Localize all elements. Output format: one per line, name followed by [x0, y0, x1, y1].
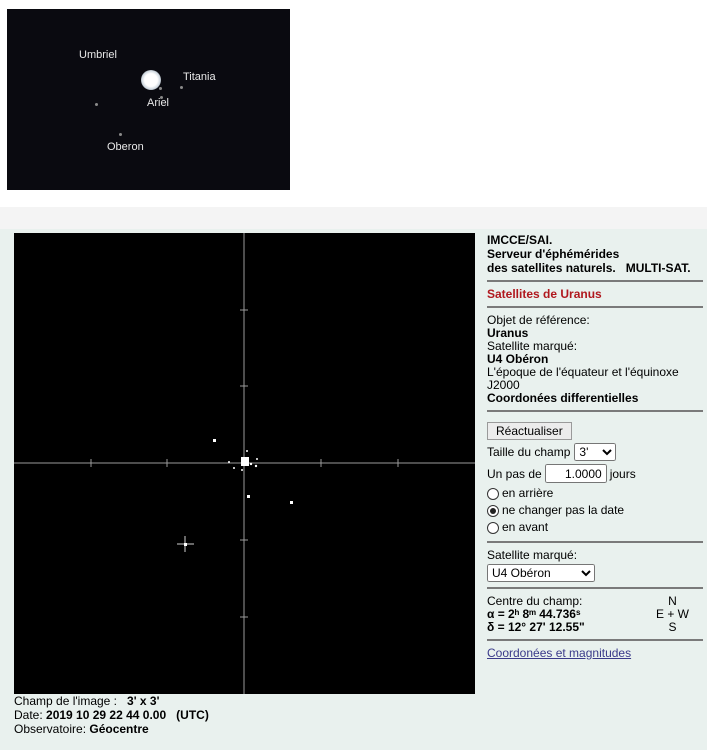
observatory-label: Observatoire:: [14, 722, 87, 736]
observatory-value: Géocentre: [89, 722, 149, 736]
satellite-dot: [250, 463, 252, 465]
date-scale: (UTC): [176, 708, 209, 722]
divider: [487, 587, 703, 589]
radio-forward[interactable]: [487, 519, 703, 536]
step-label: Un pas de: [487, 466, 542, 481]
satellite-dot: [233, 467, 235, 469]
info-sidebar: [487, 233, 703, 660]
field-svg: [14, 233, 475, 694]
satellite-dot: [255, 465, 257, 467]
step-unit: jours: [609, 466, 636, 481]
epoch-value: J2000: [487, 378, 520, 392]
compass: [656, 595, 689, 634]
umbriel-dot: [159, 87, 162, 90]
field-size-select[interactable]: [574, 443, 616, 461]
marked-satellite-value: U4 Obéron: [487, 352, 549, 366]
compass-north: N: [668, 594, 677, 608]
radio-same-date-label: ne changer pas la date: [502, 503, 625, 517]
refresh-button[interactable]: Réactualiser: [487, 422, 572, 440]
section-title: Satellites de Uranus: [487, 287, 602, 301]
marked-satellite-label: Satellite marqué:: [487, 339, 578, 353]
ariel-label: Ariel: [147, 97, 170, 109]
header-line-3a: des satellites naturels.: [487, 261, 616, 275]
radio-back-circle[interactable]: [487, 488, 499, 500]
header-line-1: IMCCE/SAI.: [487, 233, 553, 247]
satellite-dot: [228, 461, 230, 463]
satellite-dot: [213, 439, 216, 442]
header-line-3: [487, 261, 703, 275]
satellite-dot: [246, 450, 248, 452]
date-label: Date:: [14, 708, 43, 722]
epoch-label: L'époque de l'équateur et l'équinoxe: [487, 365, 679, 379]
satellite-dot: [290, 501, 293, 504]
radio-back[interactable]: [487, 485, 703, 502]
titania-dot: [180, 86, 183, 89]
divider: [487, 280, 703, 282]
coords-type: Coordonées differentielles: [487, 391, 639, 405]
declination: δ = 12° 27' 12.55": [487, 620, 585, 634]
oberon-dot: [119, 133, 122, 136]
radio-forward-circle[interactable]: [487, 522, 499, 534]
server-header: [487, 233, 703, 275]
radio-back-label: en arrière: [502, 486, 554, 500]
satellite-dot: [256, 458, 258, 460]
satellite-field-map[interactable]: [14, 233, 475, 694]
field-center: [487, 595, 703, 634]
titania-label: Titania: [183, 71, 216, 83]
divider: [487, 410, 703, 412]
header-line-3b: MULTI-SAT.: [625, 261, 691, 275]
radio-same-date-circle[interactable]: [487, 505, 499, 517]
field-size-label: Taille du champ: [487, 445, 571, 459]
marked-satellite-select[interactable]: [487, 564, 595, 582]
marked-satellite-dot: [184, 543, 187, 546]
compass-south: S: [668, 620, 677, 634]
radio-forward-label: en avant: [502, 520, 549, 534]
right-ascension: α = 2ʰ 8ᵐ 44.736ˢ: [487, 607, 581, 621]
step-input[interactable]: [545, 464, 607, 483]
field-caption: [14, 694, 475, 736]
uranus-planet-glow: [141, 70, 161, 90]
reference-value: Uranus: [487, 326, 529, 340]
field-value: 3' x 3': [127, 694, 160, 708]
satellite-dot: [241, 469, 243, 471]
coordinates-magnitudes-link[interactable]: Coordonées et magnitudes: [487, 646, 632, 660]
divider: [487, 306, 703, 308]
compass-east-west: E + W: [655, 607, 689, 621]
center-label: Centre du champ:: [487, 594, 583, 608]
faint-moon-dot: [95, 103, 98, 106]
field-label: Champ de l'image :: [14, 694, 118, 708]
radio-same-date[interactable]: [487, 502, 703, 519]
oberon-label: Oberon: [107, 141, 144, 153]
satellite-dot: [247, 495, 250, 498]
uranus-photo: [7, 9, 290, 190]
separator-strip: [0, 207, 707, 229]
header-line-2: Serveur d'éphémérides: [487, 247, 620, 261]
reference-label: Objet de référence:: [487, 313, 590, 327]
marked-select-label: Satellite marqué:: [487, 548, 578, 562]
divider: [487, 639, 703, 641]
uranus-marker: [241, 457, 249, 466]
divider: [487, 541, 703, 543]
date-value: 2019 10 29 22 44 0.00: [46, 708, 167, 722]
umbriel-label: Umbriel: [79, 49, 117, 61]
